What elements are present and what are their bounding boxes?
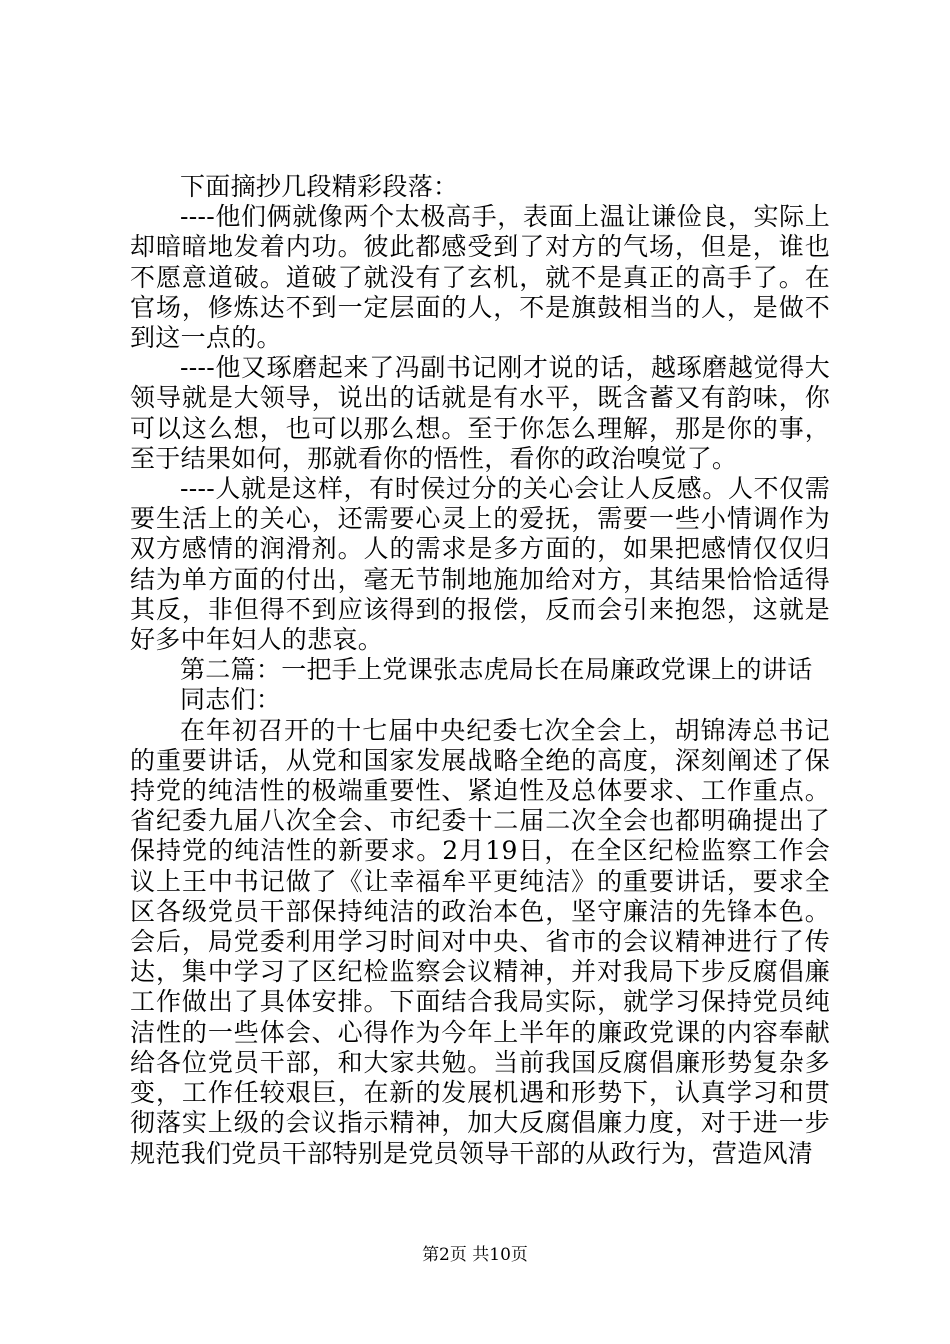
paragraph-excerpt-1: ----他们俩就像两个太极高手，表面上温让谦俭良，实际上却暗暗地发着内功。彼此都感受到了对方的气场，但是，谁也不愿意道破。道破了就没有了玄机，就不是真正的高手了。在官场，修炼达不到一定层面的人，不是旗鼓相当的人，是做不到这一点的。 (130, 202, 830, 353)
document-body (130, 172, 830, 1169)
paragraph-intro: 下面摘抄几段精彩段落： (180, 172, 459, 201)
salutation: 同志们： (180, 685, 282, 715)
paragraph-excerpt-3: ----人就是这样，有时侯过分的关心会让人反感。人不仅需要生活上的关心，还需要心灵上的爱抚，需要一些小情调作为双方感情的润滑剂。人的需求是多方面的，如果把感情仅仅归结为单方面的付出，毫无节制地施加给对方，其结果恰恰适得其反，非但得不到应该得到的报偿，反而会引来抱怨，这就是好多中年妇人的悲哀。 (130, 474, 830, 655)
section-heading: 第二篇：一把手上党课张志虎局长在局廉政党课上的讲话 (180, 655, 813, 685)
page-number-footer: 第2页 共10页 (422, 1245, 528, 1265)
paragraph-excerpt-2: ----他又琢磨起来了冯副书记刚才说的话，越琢磨越觉得大领导就是大领导，说出的话就是有水平，既含蓄又有韵味，你可以这么想，也可以那么想。至于你怎么理解，那是你的事，至于结果如何，那就看你的悟性，看你的政治嗅觉了。 (130, 353, 830, 473)
paragraph-speech-body: 在年初召开的十七届中央纪委七次全会上，胡锦涛总书记的重要讲话，从党和国家发展战略全绝的高度，深刻阐述了保持党的纯洁性的极端重要性、紧迫性及总体要求、工作重点。省纪委九届八次全会、市纪委十二届二次全会也都明确提出了保持党的纯洁性的新要求。2月19日，在全区纪检监察工作会议上王中书记做了《让幸福牟平更纯洁》的重要讲话，要求全区各级党员干部保持纯洁的政治本色，坚守廉洁的先锋本色。会后，局党委利用学习时间对中央、省市的会议精神进行了传达，集中学习了区纪检监察会议精神，并对我局下步反腐倡廉工作做出了具体安排。下面结合我局实际，就学习保持党员纯洁性的一些体会、心得作为今年上半年的廉政党课的内容奉献给各位党员干部，和大家共勉。当前我国反腐倡廉形势复杂多变，工作任较艰巨，在新的发展机遇和形势下，认真学习和贯彻落实上级的会议指示精神，加大反腐倡廉力度，对于进一步规范我们党员干部特别是党员领导干部的从政行为，营造风清 (130, 715, 830, 1168)
